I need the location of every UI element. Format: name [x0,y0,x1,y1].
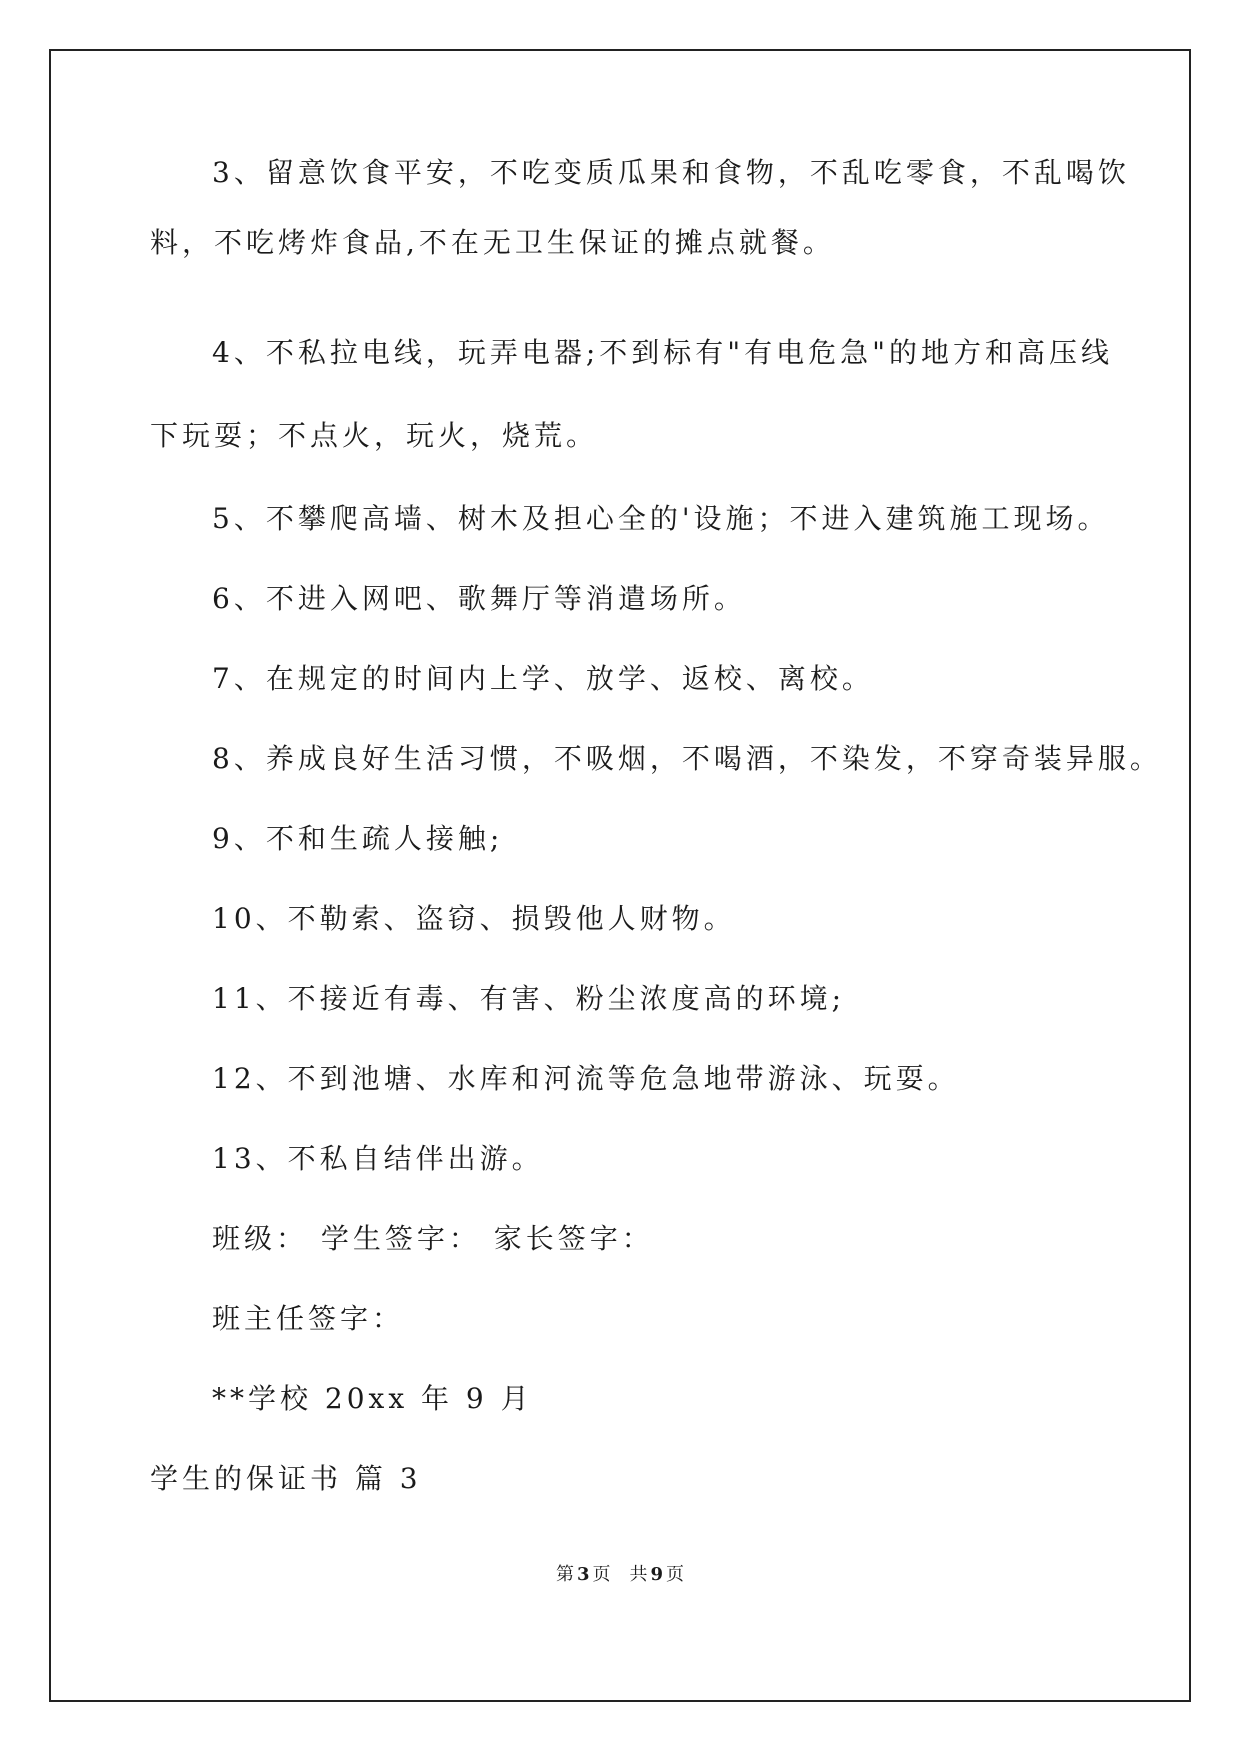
paragraph-4-line-2: 下玩耍；不点火，玩火，烧荒。 [150,419,599,452]
head-teacher-signature: 班主任签字： [212,1302,405,1335]
footer-total-prefix: 共 [629,1564,649,1585]
footer-total-unit: 页 [666,1564,686,1585]
footer-page-total: 9 [650,1564,665,1585]
paragraph-11: 11、不接近有毒、有害、粉尘浓度高的环境; [212,982,846,1015]
paragraph-7: 7、在规定的时间内上学、放学、返校、离校。 [212,662,874,695]
paragraph-12: 12、不到池塘、水库和河流等危急地带游泳、玩耍。 [212,1062,960,1095]
paragraph-10: 10、不勒索、盗窃、损毁他人财物。 [212,902,736,935]
paragraph-9: 9、不和生疏人接触; [212,822,504,855]
section-heading: 学生的保证书 篇 3 [150,1462,422,1495]
paragraph-3-line-1: 3、留意饮食平安，不吃变质瓜果和食物，不乱吃零食，不乱喝饮 [212,156,1130,189]
paragraph-3-line-2: 料，不吃烤炸食品,不在无卫生保证的摊点就餐。 [150,226,835,259]
footer-page-unit: 页 [592,1564,612,1585]
paragraph-13: 13、不私自结伴出游。 [212,1142,544,1175]
school-date: **学校 20xx 年 9 月 [212,1382,533,1415]
footer-page-prefix: 第 [555,1564,575,1585]
paragraph-5: 5、不攀爬高墙、树木及担心全的'设施；不进入建筑施工现场。 [212,502,1110,535]
paragraph-8: 8、养成良好生活习惯，不吸烟，不喝酒，不染发，不穿奇装异服。 [212,742,1162,775]
paragraph-4-line-1: 4、不私拉电线，玩弄电器;不到标有"有电危急"的地方和高压线 [212,336,1114,369]
paragraph-6: 6、不进入网吧、歌舞厅等消遣场所。 [212,582,746,615]
footer-page-current: 3 [576,1564,591,1585]
signature-line: 班级： 学生签字： 家长签字： [212,1222,654,1255]
page-footer [0,1560,1241,1586]
